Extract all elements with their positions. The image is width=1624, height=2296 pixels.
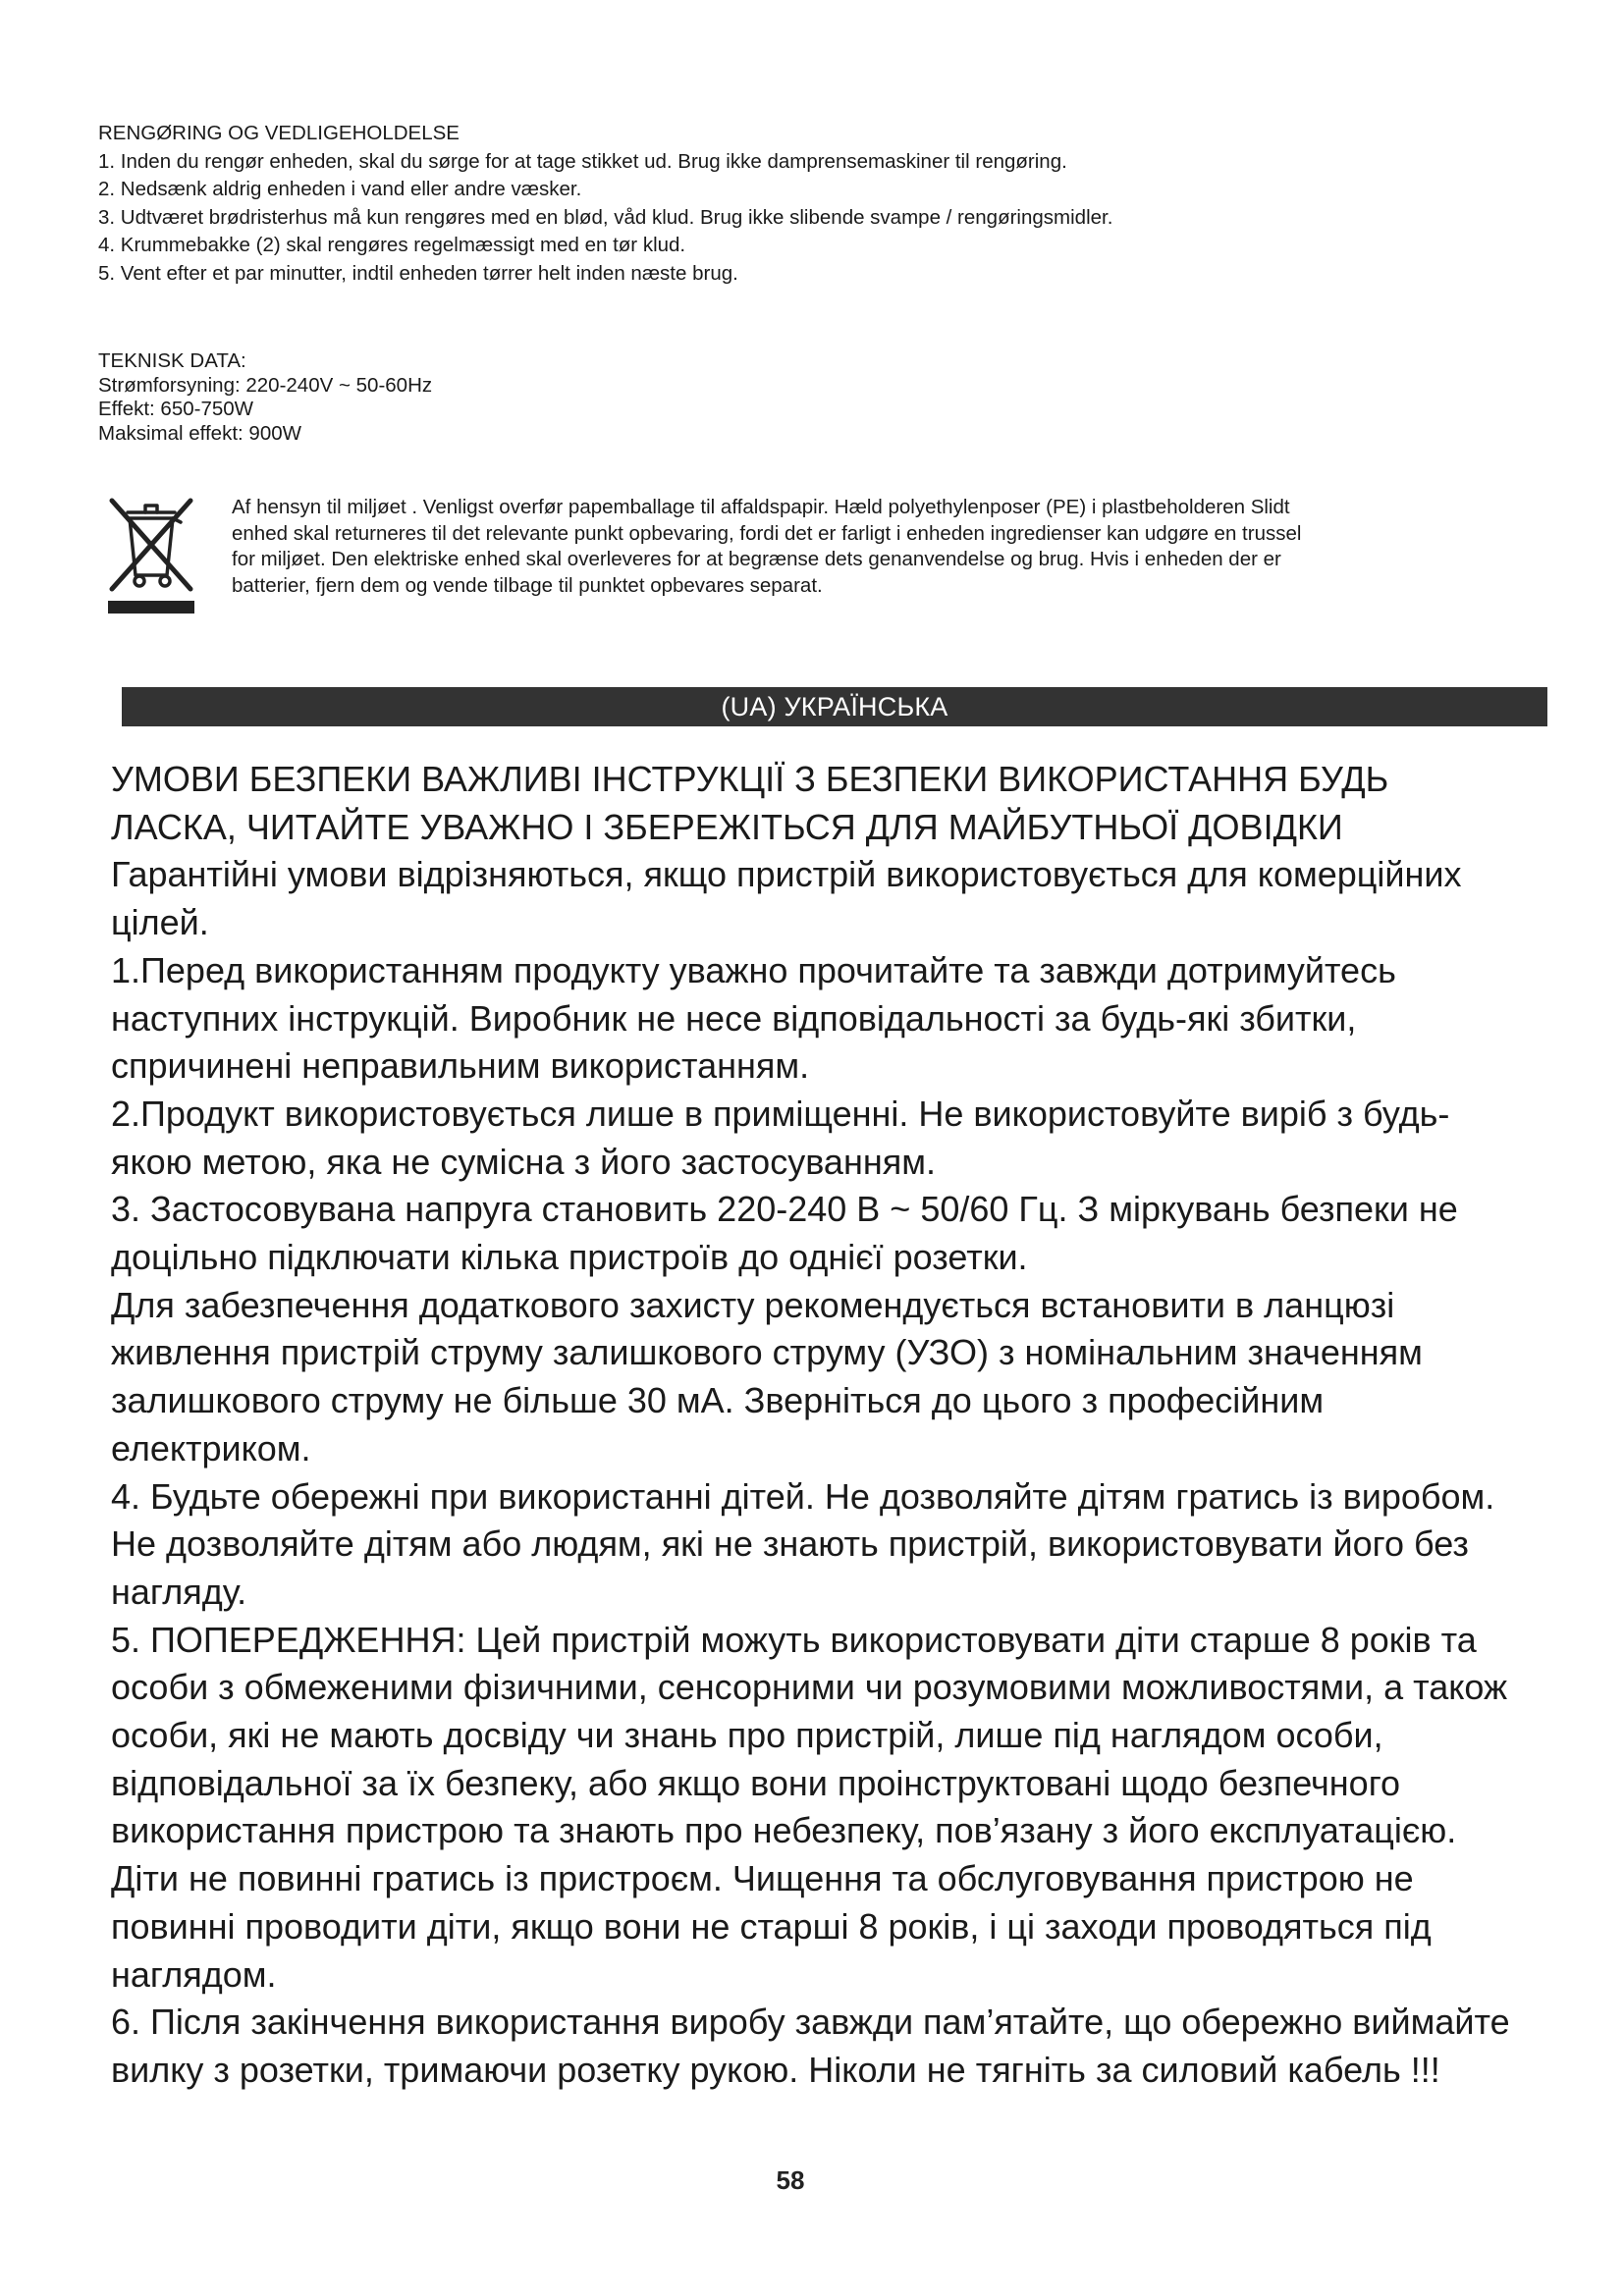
ua-text-line: доцільно підключати кілька пристроїв до однієї розетки. xyxy=(111,1237,1028,1278)
ua-text-line: 5. ПОПЕРЕДЖЕННЯ: Цей пристрій можуть використовувати діти старше 8 років та xyxy=(111,1619,1477,1660)
ua-text-line: нагляду. xyxy=(111,1571,247,1612)
ua-text-line: використання пристрою та знають про небезпеку, пов’язану з його експлуатацією. xyxy=(111,1810,1457,1851)
technical-line: Maksimal effekt: 900W xyxy=(98,421,301,445)
ua-text-line: Діти не повинні гратись із пристроєм. Чищення та обслуговування пристрою не xyxy=(111,1858,1414,1899)
ua-text-line: 6. Після закінчення використання виробу завжди пам’ятайте, що обережно виймайте xyxy=(111,2002,1510,2043)
cleaning-section xyxy=(98,120,1532,288)
ua-text-line: вилку з розетки, тримаючи розетку рукою. Ніколи не тягніть за силовий кабель !!! xyxy=(111,2049,1440,2090)
cleaning-heading: RENGØRING OG VEDLIGEHOLDELSE xyxy=(98,122,460,144)
ua-heading-line: УМОВИ БЕЗПЕКИ ВАЖЛИВІ ІНСТРУКЦІЇ З БЕЗПЕКИ ВИКОРИСТАННЯ БУДЬ xyxy=(111,759,1389,799)
ua-text-line: наглядом. xyxy=(111,1953,277,1995)
ua-text-line: спричинені неправильним використанням. xyxy=(111,1045,810,1087)
ua-heading-line: ЛАСКА, ЧИТАЙТЕ УВАЖНО І ЗБЕРЕЖІТЬСЯ ДЛЯ МАЙБУТНЬОЇ ДОВІДКИ xyxy=(111,806,1343,847)
technical-heading: TEKNISK DATA: xyxy=(98,349,246,372)
cleaning-line: 2. Nedsænk aldrig enheden i vand eller andre væsker. xyxy=(98,178,582,200)
ua-text-line: живлення пристрій струму залишкового струму (УЗО) з номінальним значенням xyxy=(111,1332,1423,1373)
technical-data-section xyxy=(98,349,982,446)
ua-text-line: Не дозволяйте дітям або людям, які не знають пристрій, використовувати його без xyxy=(111,1523,1469,1565)
environment-line: Af hensyn til miljøet . Venligst overfør papemballage til affaldspapir. Hæld polyethylenposer (PE) i plastbeholderen Slidt xyxy=(232,496,1290,518)
ua-text-line: наступних інструкцій. Виробник не несе відповідальності за будь-які збитки, xyxy=(111,997,1357,1039)
cleaning-line: 3. Udtværet brødristerhus må kun rengøres med en blød, våd klud. Brug ikke slibende svampe / rengøringsmidler. xyxy=(98,205,1113,229)
ua-text-line: 3. Застосовувана напруга становить 220-240 В ~ 50/60 Гц. З міркувань безпеки не xyxy=(111,1189,1458,1230)
environment-line: enhed skal returneres til det relevante punkt opbevaring, fordi det er farligt i enheden ingredienser kan udgøre en trussel xyxy=(232,521,1302,545)
ua-text-line: 2.Продукт використовується лише в приміщенні. Не використовуйте виріб з будь- xyxy=(111,1093,1450,1134)
ua-text-line: 1.Перед використанням продукту уважно прочитайте та завжди дотримуйтесь xyxy=(111,949,1396,990)
ukrainian-safety-section xyxy=(111,756,1544,2095)
ua-text-line: Для забезпечення додаткового захисту рекомендується встановити в ланцюзі xyxy=(111,1284,1395,1325)
ua-text-line: якою метою, яка не сумісна з його застосуванням. xyxy=(111,1141,936,1182)
cleaning-line: 5. Vent efter et par minutter, indtil enheden tørrer helt inden næste brug. xyxy=(98,261,738,285)
technical-line: Effekt: 650-750W xyxy=(98,398,254,420)
technical-line: Strømforsyning: 220-240V ~ 50-60Hz xyxy=(98,373,433,397)
environment-text xyxy=(232,495,1538,599)
page-number: 58 xyxy=(776,2165,805,2195)
cleaning-line: 4. Krummebakke (2) skal rengøres regelmæssigt med en tør klud. xyxy=(98,234,686,256)
ua-text-line: особи, які не мають досвіду чи знань про пристрій, лише під наглядом особи, xyxy=(111,1715,1383,1756)
ua-text-line: відповідальної за їх безпеку, або якщо вони проінструктовані щодо безпечного xyxy=(111,1762,1401,1803)
ua-text-line: електриком. xyxy=(111,1427,311,1468)
ua-text-line: 4. Будьте обережні при використанні дітей. Не дозволяйте дітям гратись із виробом. xyxy=(111,1475,1495,1517)
crossed-out-wheelie-bin-icon xyxy=(106,497,196,618)
ua-text-line: залишкового струму не більше 30 мА. Зверніться до цього з професійним xyxy=(111,1380,1325,1421)
ua-text-line: цілей. xyxy=(111,902,209,943)
ua-text-line: особи з обмеженими фізичними, сенсорними чи розумовими можливостями, а також xyxy=(111,1667,1508,1708)
environment-line: for miljøet. Den elektriske enhed skal overleveres for at begrænse dets genanvendelse og brug. Hvis i enheden der er xyxy=(232,548,1281,570)
ua-text-line: повинні проводити діти, якщо вони не старші 8 років, і ці заходи проводяться під xyxy=(111,1905,1432,1947)
cleaning-line: 1. Inden du rengør enheden, skal du sørge for at tage stikket ud. Brug ikke damprensemaskiner til rengøring. xyxy=(98,149,1067,173)
ua-text-line: Гарантійні умови відрізняються, якщо пристрій використовується для комерційних xyxy=(111,854,1462,895)
language-header-bar: (UA) УКРАЇНСЬКА xyxy=(122,687,1547,726)
environment-line: batterier, fjern dem og vende tilbage til punktet opbevares separat. xyxy=(232,573,823,597)
